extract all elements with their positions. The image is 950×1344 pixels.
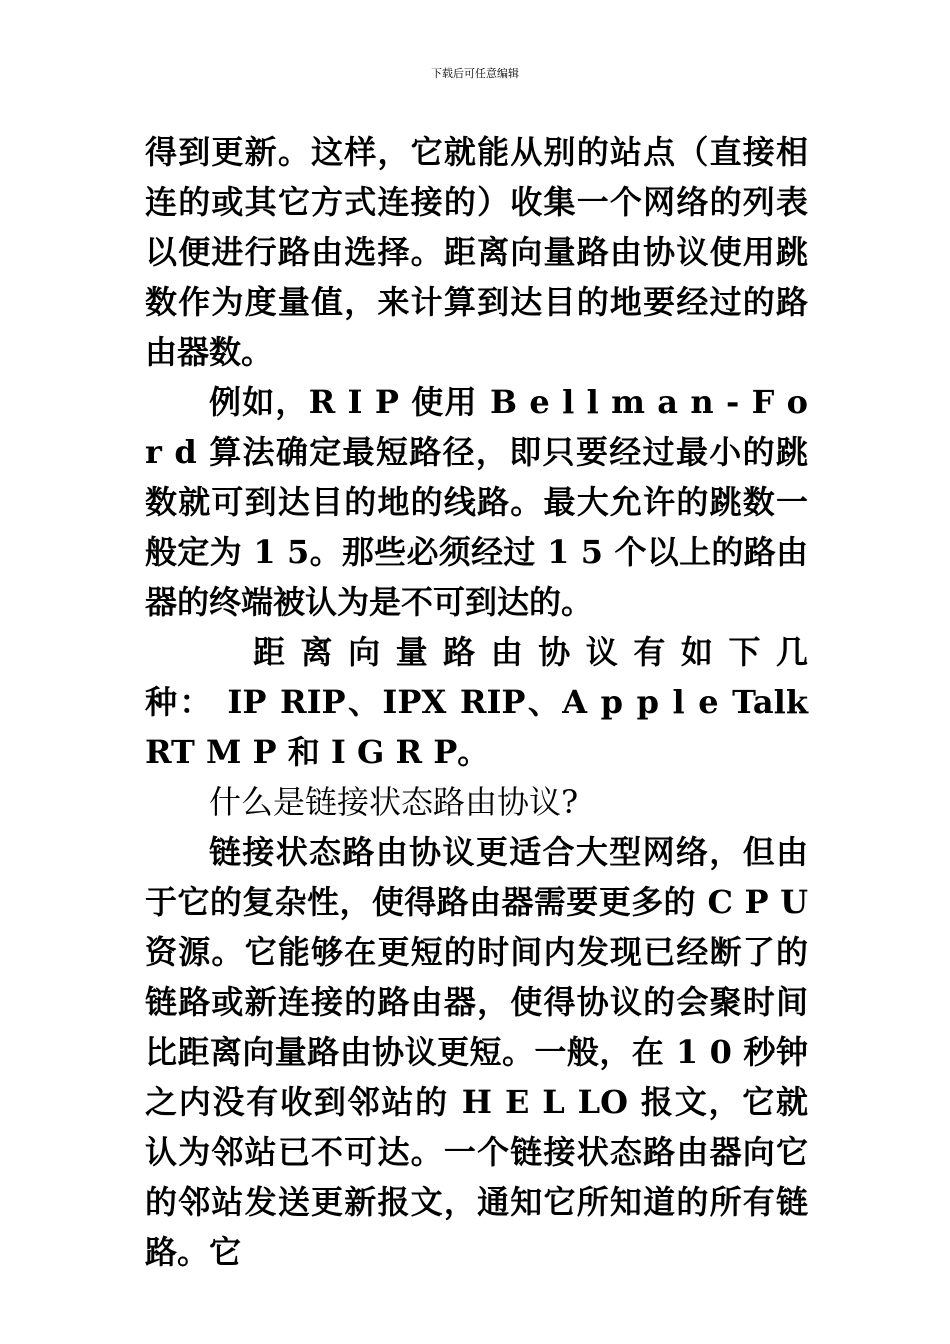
paragraph-distance-vector-types: 距 离 向 量 路 由 协 议 有 如 下 几 种： IP RIP、IPX RIP、A p p l e Talk RT M P 和 I G R P。 <box>145 633 808 771</box>
paragraph-routing-updates: 得到更新。这样，它就能从别的站点（直接相连的或其它方式连接的）收集一个网络的列表以便进行路由选择。距离向量路由协议使用跳数作为度量值，来计算到达目的地要经过的路由器数。 <box>145 133 808 371</box>
paragraph-rip-example: 例如，R I P 使用 B e l l m a n - F o r d 算法确定最短路径，即只要经过最小的跳数就可到达目的地的线路。最大允许的跳数一般定为 1 5。那些必须经过 1 5 个以上的路由器的终端被认为是不可到达的。 <box>145 383 808 621</box>
paragraph-link-state: 链接状态路由协议更适合大型网络，但由于它的复杂性，使得路由器需要更多的 C P U 资源。它能够在更短的时间内发现已经断了的链路或新连接的路由器，使得协议的会聚时间比距离向量路由协议更短。一般，在 1 0 秒钟之内没有收到邻站的 H E L LO 报文，它就认为邻站已不可达。一个链接状态路由器向它的邻站发送更新报文，通知它所知道的所有链路。它 <box>145 833 808 1271</box>
document-body <box>145 127 808 1277</box>
page-header: 下载后可任意编辑 <box>431 67 519 80</box>
section-heading-link-state: 什么是链接状态路由协议? <box>209 783 579 821</box>
